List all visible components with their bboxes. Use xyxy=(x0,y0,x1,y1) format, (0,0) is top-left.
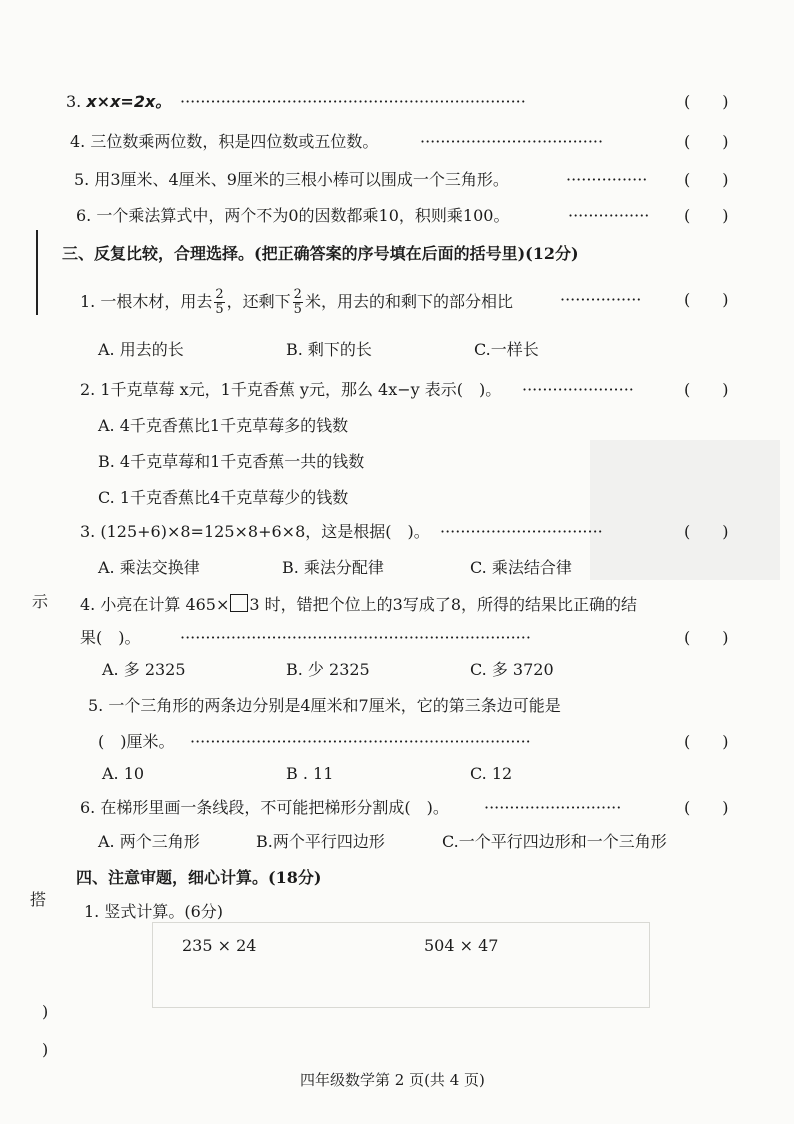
answer-paren[interactable]: ( ) xyxy=(684,628,729,647)
section4-title: 四、注意审题，细心计算。(18分) xyxy=(76,868,322,887)
answer-paren[interactable]: ( ) xyxy=(684,170,729,189)
dot-leader: ··························· xyxy=(484,798,622,817)
answer-paren[interactable]: ( ) xyxy=(684,290,729,309)
option-c[interactable]: C. 1千克香蕉比4千克草莓少的钱数 xyxy=(98,488,349,507)
option-c[interactable]: C.一个平行四边形和一个三角形 xyxy=(442,832,667,851)
dot-leader: ················ xyxy=(566,170,648,189)
fraction-denominator: 5 xyxy=(215,302,224,317)
fraction-numerator: 2 xyxy=(293,287,302,302)
question-text: 2. 1千克草莓 x元，1千克香蕉 y元，那么 4x−y 表示( )。 xyxy=(80,380,502,399)
item-text: x×x=2x。 xyxy=(86,92,172,111)
answer-paren[interactable]: ( ) xyxy=(684,132,729,151)
item-number: 4. xyxy=(70,132,86,151)
scan-shadow xyxy=(590,440,780,580)
option-c[interactable]: C.一样长 xyxy=(474,340,539,359)
question-text-line2: ( )厘米。 xyxy=(98,732,175,751)
page-footer: 四年级数学第 2 页(共 4 页) xyxy=(300,1071,485,1089)
margin-mark: 搭 xyxy=(30,890,47,909)
fraction xyxy=(214,288,224,317)
item-text: 用3厘米、4厘米、9厘米的三根小棒可以围成一个三角形。 xyxy=(94,170,509,189)
margin-bracket xyxy=(36,230,44,315)
answer-paren[interactable]: ( ) xyxy=(684,380,729,399)
expression: 235 × 24 xyxy=(182,936,257,955)
item-number: 6. xyxy=(76,206,92,225)
expression: 504 × 47 xyxy=(424,936,499,955)
q4-text-b: 3 时，错把个位上的3写成了8，所得的结果比正确的结 xyxy=(249,595,638,614)
margin-mark: ) xyxy=(42,1002,49,1021)
margin-mark: ) xyxy=(42,1040,49,1059)
question-text-line2: 果( )。 xyxy=(80,628,141,647)
answer-paren[interactable]: ( ) xyxy=(684,522,729,541)
option-b[interactable]: B. 乘法分配律 xyxy=(282,558,384,577)
option-a[interactable]: A. 两个三角形 xyxy=(98,832,200,851)
option-a[interactable]: A. 用去的长 xyxy=(98,340,184,359)
answer-paren[interactable]: ( ) xyxy=(684,92,729,111)
option-b[interactable]: B . 11 xyxy=(286,764,334,783)
option-b[interactable]: B. 剩下的长 xyxy=(286,340,372,359)
dot-leader: ····································································· xyxy=(180,628,531,647)
option-a[interactable]: A. 4千克香蕉比1千克草莓多的钱数 xyxy=(98,416,349,435)
option-c[interactable]: C. 乘法结合律 xyxy=(470,558,572,577)
margin-mark: 示 xyxy=(32,592,49,611)
question-text: 6. 在梯形里画一条线段，不可能把梯形分割成( )。 xyxy=(80,798,449,817)
dot-leader: ················ xyxy=(568,206,650,225)
option-c[interactable]: C. 多 3720 xyxy=(470,660,554,679)
option-b[interactable]: B. 少 2325 xyxy=(286,660,370,679)
item-number: 3. xyxy=(66,92,82,111)
q1-middle: ，还剩下 xyxy=(226,292,291,311)
dot-leader: ···································································· xyxy=(180,92,526,111)
answer-paren[interactable]: ( ) xyxy=(684,206,729,225)
answer-paren[interactable]: ( ) xyxy=(684,732,729,751)
dot-leader: ································ xyxy=(440,522,603,541)
subquestion-title: 1. 竖式计算。(6分) xyxy=(84,902,224,921)
option-a[interactable]: A. 10 xyxy=(102,764,145,783)
fraction-denominator: 5 xyxy=(293,302,302,317)
fraction xyxy=(293,288,303,317)
option-b[interactable]: B.两个平行四边形 xyxy=(256,832,385,851)
dot-leader: ··································································· xyxy=(190,732,531,751)
item-number: 5. xyxy=(74,170,90,189)
q1-suffix: 米，用去的和剩下的部分相比 xyxy=(304,292,513,311)
calculation-area[interactable] xyxy=(152,922,650,1008)
section3-title: 三、反复比较，合理选择。(把正确答案的序号填在后面的括号里)(12分) xyxy=(62,244,579,263)
option-a[interactable]: A. 乘法交换律 xyxy=(98,558,200,577)
item-text: 三位数乘两位数，积是四位数或五位数。 xyxy=(90,132,379,151)
option-b[interactable]: B. 4千克草莓和1千克香蕉一共的钱数 xyxy=(98,452,365,471)
fraction-numerator: 2 xyxy=(215,287,224,302)
dot-leader: ······················ xyxy=(522,380,634,399)
answer-paren[interactable]: ( ) xyxy=(684,798,729,817)
blank-box xyxy=(230,594,248,612)
question-text: 3. (125+6)×8=125×8+6×8，这是根据( )。 xyxy=(80,522,430,541)
item-text: 一个乘法算式中，两个不为0的因数都乘10，积则乘100。 xyxy=(96,206,510,225)
q4-text-a: 4. 小亮在计算 465× xyxy=(80,595,230,614)
q1-prefix: 1. 一根木材，用去 xyxy=(80,292,213,311)
option-c[interactable]: C. 12 xyxy=(470,764,513,783)
question-text: 5. 一个三角形的两条边分别是4厘米和7厘米，它的第三条边可能是 xyxy=(88,696,561,715)
dot-leader: ················ xyxy=(560,290,642,309)
dot-leader: ···································· xyxy=(420,132,604,151)
option-a[interactable]: A. 多 2325 xyxy=(102,660,186,679)
